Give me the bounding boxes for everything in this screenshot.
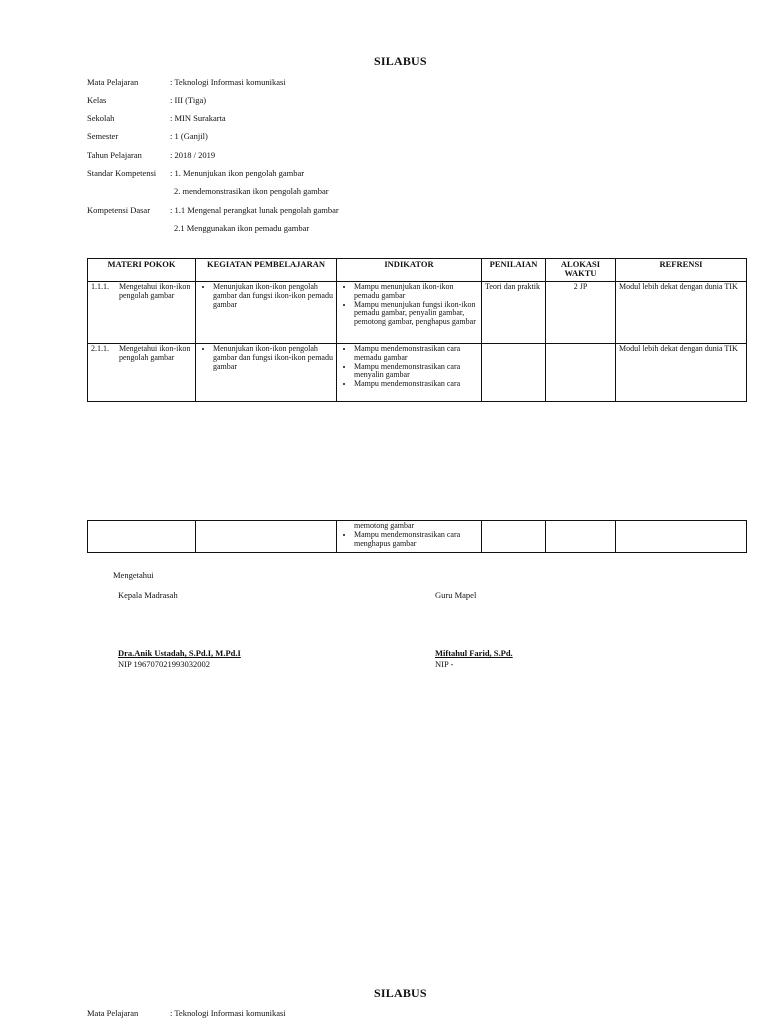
indikator-item: • Mampu mendemonstrasikan cara menyalin gambar <box>354 363 478 381</box>
indikator-item: • Mampu mendemonstrasikan cara menghapus gambar <box>354 531 478 549</box>
column-header: PENILAIAN <box>482 259 546 282</box>
syllabus-table <box>87 258 747 402</box>
column-header: MATERI POKOK <box>88 259 196 282</box>
page-title: SILABUS <box>374 54 427 68</box>
indikator-cell <box>337 344 482 402</box>
info-value: 2. mendemonstrasikan ikon pengolah gambar <box>174 186 329 196</box>
kegiatan-cell <box>196 521 337 553</box>
alokasi-cell <box>546 521 616 553</box>
info-value: : III (Tiga) <box>170 95 207 105</box>
kegiatan-item: • Menunjukan ikon-ikon pengolah gambar dan fungsi ikon-ikon pemadu gambar <box>213 345 333 371</box>
column-header: INDIKATOR <box>337 259 482 282</box>
info-label: Standar Kompetensi <box>87 168 157 178</box>
penilaian-cell <box>482 344 546 402</box>
kegiatan-item: • Menunjukan ikon-ikon pengolah gambar dan fungsi ikon-ikon pemadu gambar <box>213 283 333 309</box>
info-value: 2.1 Menggunakan ikon pemadu gambar <box>174 223 310 233</box>
alokasi-cell: 2 JP <box>546 282 616 344</box>
penilaian-cell: Teori dan praktik <box>482 282 546 344</box>
penilaian-cell <box>482 521 546 553</box>
syllabus-table-continuation <box>87 520 747 553</box>
table-row <box>88 344 747 402</box>
info-value: : 1 (Ganjil) <box>170 131 208 141</box>
column-header: ALOKASI WAKTU <box>546 259 616 282</box>
table-row <box>88 521 747 553</box>
indikator-cell <box>337 282 482 344</box>
alokasi-cell <box>546 344 616 402</box>
left-signatory-name: Dra.Anik Ustadah, S.Pd.I, M.Pd.I <box>118 648 241 658</box>
info-label: Semester <box>87 131 119 141</box>
info-value: : 1.1 Mengenal perangkat lunak pengolah gambar <box>170 205 339 215</box>
column-header: REFRENSI <box>616 259 747 282</box>
kegiatan-cell <box>196 282 337 344</box>
info-value: : MIN Surakarta <box>170 113 226 123</box>
refrensi-cell <box>616 521 747 553</box>
info-value: : 2018 / 2019 <box>170 150 216 160</box>
next-page-title: SILABUS <box>374 986 427 1000</box>
left-nip: NIP 196707021993032002 <box>118 659 211 669</box>
materi-cell <box>88 521 196 553</box>
kegiatan-cell <box>196 344 337 402</box>
column-header: KEGIATAN PEMBELAJARAN <box>196 259 337 282</box>
indikator-item: • Mampu menunjukan ikon-ikon pemadu gambar <box>354 283 478 301</box>
materi-cell <box>88 344 196 402</box>
materi-text: Mengetahui ikon-ikon pengolah gambar <box>119 282 191 300</box>
materi-number: 2.1.1. <box>91 344 109 353</box>
right-nip: NIP - <box>435 659 454 669</box>
table-row <box>88 282 747 344</box>
info-value: : 1. Menunjukan ikon pengolah gambar <box>170 168 305 178</box>
right-role: Guru Mapel <box>435 590 477 600</box>
materi-text: Mengetahui ikon-ikon pengolah gambar <box>119 344 191 362</box>
info-label: Sekolah <box>87 113 115 123</box>
indikator-item: • Mampu menunjukan fungsi ikon-ikon pemadu gambar, penyalin gambar, pemotong gambar, penghapus gambar <box>354 301 478 327</box>
info-label: Kompetensi Dasar <box>87 205 151 215</box>
refrensi-cell: Modul lebih dekat dengan dunia TIK <box>616 344 747 402</box>
info-value: : Teknologi Informasi komunikasi <box>170 77 286 87</box>
left-role: Kepala Madrasah <box>118 590 178 600</box>
info-label: Kelas <box>87 95 107 105</box>
info-value: : Teknologi Informasi komunikasi <box>170 1008 286 1018</box>
refrensi-cell: Modul lebih dekat dengan dunia TIK <box>616 282 747 344</box>
materi-number: 1.1.1. <box>91 282 109 291</box>
info-label: Tahun Pelajaran <box>87 150 142 160</box>
indikator-item: • Mampu mendemonstrasikan cara <box>354 380 478 389</box>
right-signatory-name: Miftahul Farid, S.Pd. <box>435 648 513 658</box>
info-label: Mata Pelajaran <box>87 1008 139 1018</box>
mengetahui-label: Mengetahui <box>113 570 154 580</box>
info-label: Mata Pelajaran <box>87 77 139 87</box>
materi-cell <box>88 282 196 344</box>
indikator-continuation: memotong gambar <box>354 521 415 530</box>
table-header-row <box>88 259 747 282</box>
indikator-cell <box>337 521 482 553</box>
indikator-item: • Mampu mendemonstrasikan cara memadu gambar <box>354 345 478 363</box>
